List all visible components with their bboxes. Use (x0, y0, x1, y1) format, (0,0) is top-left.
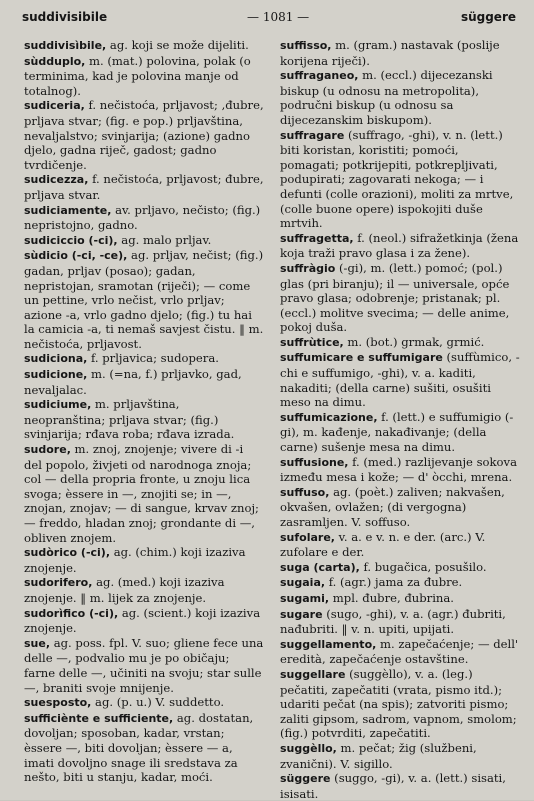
dictionary-entry (24, 575, 264, 605)
entry-definition: ag. poss. fpl. V. suo; gliene fece una delle —, podvalio mu je po običaju; farne delle —, učiniti na svoju; star sulle —, braniti svoje mnijenje. (24, 635, 264, 695)
entry-definition: (sugo, -ghi), v. a. (agr.) đubriti, nađubriti. ‖ v. n. upiti, upijati. (280, 606, 506, 637)
entry-headword: sùdicio (-ci, -ce), (24, 249, 128, 263)
entry-headword: sùdduplo, (24, 54, 86, 68)
header-right-guideword: süggere (460, 10, 516, 24)
entry-definition: f. bugačica, posušilo. (359, 559, 487, 574)
entry-headword: sue, (24, 636, 51, 650)
dictionary-entry (24, 351, 264, 367)
dictionary-entry (280, 530, 520, 560)
dictionary-entry (280, 410, 520, 455)
entry-headword: sudòrico (-ci), (24, 546, 111, 560)
entry-headword: sudicezza, (24, 173, 89, 187)
entry-definition: f. prljavica; sudopera. (87, 351, 219, 366)
entry-definition: m. (gram.) nastavak (poslije korijena riječi). (280, 38, 500, 68)
dictionary-entry (280, 455, 520, 485)
right-column (280, 38, 520, 801)
entry-headword: suffragare (280, 128, 345, 142)
entry-definition: (suggèllo), v. a. (leg.) pečatiti, zapečatiti (vrata, pismo itd.); udariti pečat (na spis); zatvoriti pismo; zaliti gipsom, sadrom, vapnom, smolom; (fig.) potvrditi, zapečatiti. (280, 666, 517, 741)
dictionary-entry (280, 335, 520, 351)
dictionary-entry (24, 367, 264, 397)
entry-headword: suffrùtice, (280, 335, 344, 349)
entry-definition: ag. koji se može dijeliti. (106, 38, 249, 52)
entry-headword: suffragetta, (280, 231, 354, 245)
dictionary-entry (280, 128, 520, 231)
entry-definition: ag. (p. u.) V. suddetto. (91, 695, 225, 710)
entry-definition: ag. (med.) koji izaziva znojenje. ‖ m. lijek za znojenje. (24, 575, 225, 605)
entry-headword: sugami, (280, 591, 330, 605)
entry-headword: sufficiènte e sufficiente, (24, 711, 174, 725)
entry-headword: sudiciccio (-ci), (24, 233, 118, 247)
entry-definition: m. (bot.) grmak, grmić. (343, 334, 485, 349)
entry-definition: m. znoj, znojenje; vivere di -i del popolo, živjeti od narodnoga znoja; col — della propria fronte, u znoju lica svoga; èssere in —, znojiti se; in —, znojan, znojav; — di sangue, krvav znoj; — freddo, hladan znoj; grondante di —, obliven znojem. (24, 442, 259, 545)
entry-headword: suffraganeo, (280, 69, 359, 83)
entry-headword: sugare (280, 607, 323, 621)
entry-headword: suffusione, (280, 455, 349, 469)
entry-definition: m. (=na, f.) prljavko, gad, nevaljalac. (24, 367, 242, 397)
page-number: — 1081 — (247, 10, 310, 24)
dictionary-entry (280, 68, 520, 127)
entry-definition: av. prljavo, nečisto; (fig.) nepristojno, gadno. (24, 202, 261, 233)
dictionary-entry (280, 485, 520, 530)
dictionary-entry (280, 575, 520, 591)
dictionary-entry (24, 606, 264, 636)
dictionary-entry (24, 545, 264, 575)
dictionary-entry (24, 38, 264, 54)
entry-definition: ag. (chim.) koji izaziva znojenje. (24, 545, 246, 575)
entry-definition: f. (agr.) jama za đubre. (325, 575, 463, 590)
entry-headword: suffumicare e suffumigare (280, 351, 443, 365)
dictionary-entry (24, 695, 264, 711)
dictionary-entry (280, 771, 520, 801)
dictionary-entry (280, 741, 520, 771)
dictionary-entry (24, 397, 264, 442)
entry-definition: f. nečistoća, prljavost; ‚đubre, prljava stvar; (fig. e pop.) prljavština, nevaljalstvo; svinjarija; (azione) gadno djelo, gadna riječ, gadost; gadno tvrdičenje. (24, 98, 264, 172)
entry-definition: m. (eccl.) dijecezanski biskup (u odnosu na metropolita), područni biskup (u odnosu sa dijecezanskim biskupom). (280, 68, 493, 127)
entry-headword: sufolare, (280, 530, 335, 544)
dictionary-entry (280, 261, 520, 335)
dictionary-entry (280, 560, 520, 576)
entry-definition: m. zapečaćenje; — dell' eredità, zapečaćenje ostavštine. (280, 636, 519, 667)
entry-headword: suffumicazione, (280, 410, 378, 424)
dictionary-entry (24, 233, 264, 249)
entry-definition: (suggo, -gi), v. a. (lett.) sisati, isisati. (280, 771, 506, 801)
dictionary-entry (24, 203, 264, 233)
entry-definition: ag. dostatan, dovoljan; sposoban, kadar, vrstan; èssere —, biti dovoljan; èssere — a, imati dovoljno snage ili sredstava za nešto, biti u stanju, kadar, moći. (24, 710, 254, 785)
entry-definition: (-gi), m. (lett.) pomoć; (pol.) glas (pri biranju); il — universale, opće pravo glasa; odobrenje; pristanak; pl. (eccl.) molitve svecima; — delle anime, pokoj duša. (280, 260, 510, 335)
dictionary-entry (280, 607, 520, 637)
entry-headword: sudorifero, (24, 576, 93, 590)
entry-headword: sudiciamente, (24, 203, 112, 217)
dictionary-entry (24, 98, 264, 172)
dictionary-entry (24, 54, 264, 99)
entry-definition: f. (neol.) sifražetkinja (žena koja traži pravo glasa i za žene). (280, 230, 519, 261)
entry-definition: ag. prljav, nečist; (fig.) gadan, prljav (posao); gadan, nepristojan, sramotan (riječi); — come un pettine, vrlo nečist, vrlo prljav; azione -a, vrlo gadno djelo; (fig.) tu hai la camicia -a, ti nemaš savjest čistu. ‖ m. nečistoća, prljavost. (24, 248, 264, 351)
left-column (24, 38, 264, 785)
dictionary-entry (24, 172, 264, 202)
dictionary-entry (24, 248, 264, 351)
entry-definition: f. nečistoća, prljavost; đubre, prljava stvar. (24, 172, 264, 202)
entry-headword: sudicione, (24, 368, 88, 382)
entry-definition: f. (med.) razlijevanje sokova između mesa i kože; — d' òcchi, mrena. (280, 454, 517, 485)
entry-definition: ag. (scient.) koji izaziva znojenje. (24, 605, 261, 636)
dictionary-entry (280, 38, 520, 68)
entry-headword: suffràgio (280, 261, 336, 275)
entry-headword: suddivisìbile, (24, 39, 107, 52)
dictionary-entry (280, 637, 520, 667)
dictionary-entry (280, 591, 520, 607)
entry-definition: ag. (poèt.) zaliven; nakvašen, okvašen, ovlažen; (di vergogna) zasramljen. V. soffuso. (280, 484, 505, 529)
entry-headword: sudiciume, (24, 398, 92, 412)
entry-headword: sudore, (24, 443, 71, 457)
entry-definition: (suffùmico, -chi e suffumigo, -ghi), v. a. kaditi, nakaditi; (della carne) sušiti, osušiti meso na dimu. (280, 350, 520, 410)
entry-definition: f. (lett.) e suffumigio (-gi), m. kađenje, nakađivanje; (della carne) sušenje mesa na dimu. (280, 409, 514, 455)
entry-headword: suggellamento, (280, 637, 377, 651)
entry-headword: suffisso, (280, 39, 332, 52)
entry-headword: sugaia, (280, 576, 326, 590)
entry-definition: m. pečat; žig (službeni, zvanični). V. sigillo. (280, 740, 477, 771)
entry-definition: m. prljavština, neopranština; prljava stvar; (fig.) svinjarija; rđava roba; rđava izrada. (24, 397, 235, 442)
dictionary-entry (24, 442, 264, 545)
dictionary-entry (280, 667, 520, 741)
entry-definition: (suffrago, -ghi), v. n. (lett.) biti koristan, koristiti; pomoći, pomagati; potkrijepiti, potkrepljivati, podupirati; zagovarati nekoga; — i defunti (colle orazioni), moliti za mrtve, (colle buone opere) ispokojiti duše mrtvih. (280, 127, 514, 231)
entry-headword: suggellare (280, 667, 346, 681)
dictionary-entry (24, 711, 264, 785)
entry-headword: sudiciona, (24, 352, 88, 366)
entry-definition: mpl. đubre, đubrina. (329, 590, 454, 605)
entry-definition: v. a. e v. n. e der. (arc.) V. zufolare e der. (280, 529, 486, 560)
page-header (22, 8, 516, 28)
entry-headword: sudorìfico (-ci), (24, 606, 119, 620)
entry-headword: suggèllo, (280, 741, 337, 755)
header-left-guideword: suddivisibile (22, 10, 108, 24)
entry-headword: suffuso, (280, 485, 330, 499)
entry-headword: suga (carta), (280, 560, 360, 574)
entry-headword: süggere (280, 772, 331, 786)
dictionary-entry (280, 350, 520, 409)
entry-definition: m. (mat.) polovina, polak (o terminima, kad je polovina manje od totalnog). (24, 53, 251, 98)
dictionary-entry (24, 636, 264, 695)
dictionary-entry (280, 231, 520, 261)
entry-definition: ag. malo prljav. (117, 232, 212, 247)
entry-headword: sudiceria, (24, 99, 85, 113)
entry-headword: suesposto, (24, 696, 92, 710)
